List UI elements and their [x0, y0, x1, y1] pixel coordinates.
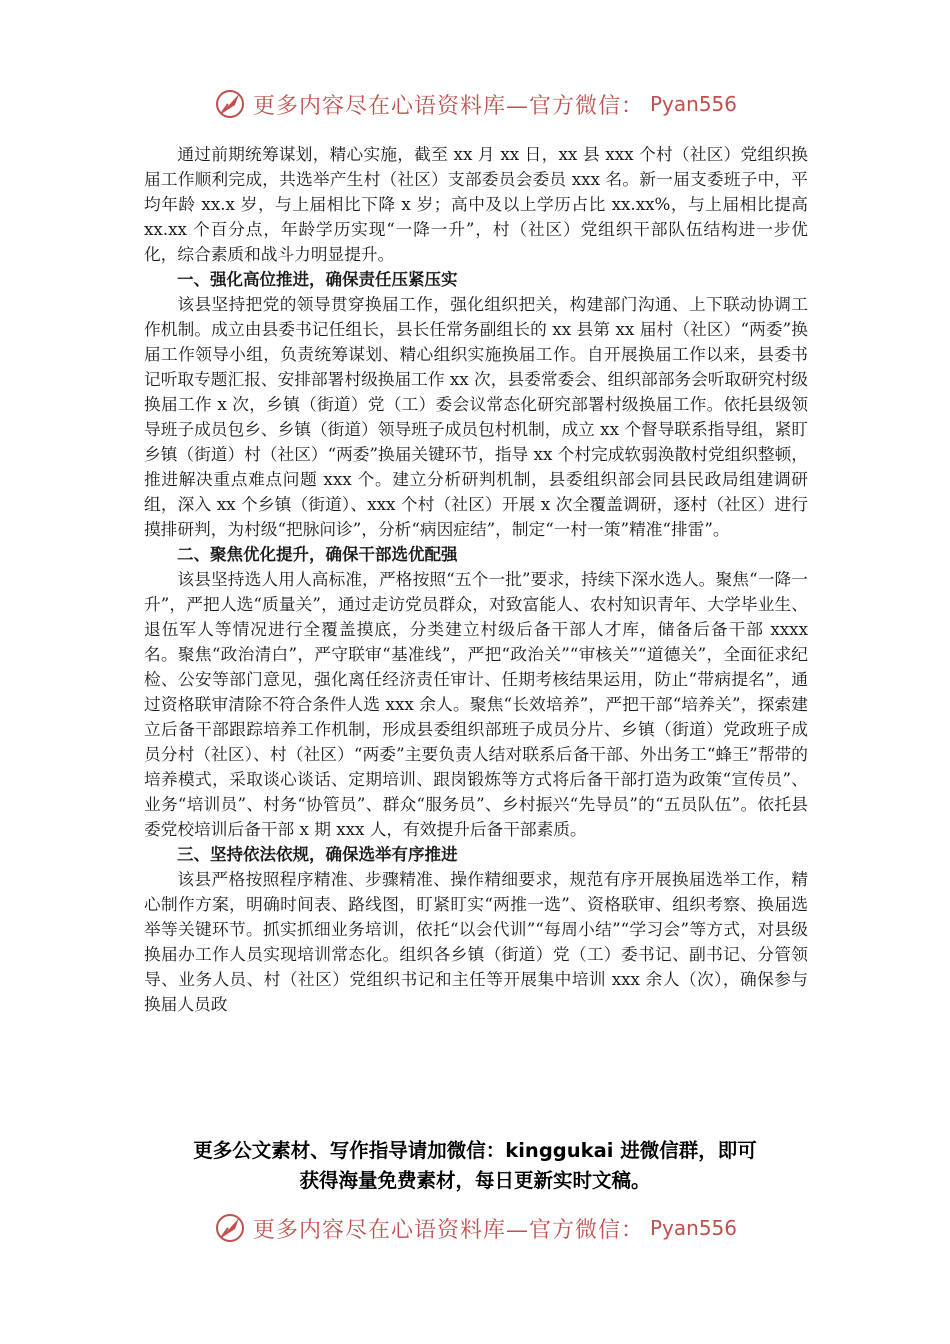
promo-notice [120, 1136, 830, 1196]
section-1-paragraph: 该县坚持把党的领导贯穿换届工作，强化组织把关，构建部门沟通、上下联动协调工作机制。成立由县委书记任组长，县长任常务副组长的 xx 县第 xx 届村（社区）“两委”换届工作领导小组，负责统筹谋划、精心组织实施换届工作。自开展换届工作以来，县委书记听取专题汇报、安排部署村级换届工作 xx 次，县委常委会、组织部部务会听取研究村级换届工作 x 次，乡镇（街道）党（工）委会议常态化研究部署村级换届工作。依托县级领导班子成员包乡、乡镇（街道）领导班子成员包村机制，成立 xx 个督导联系指导组，紧盯乡镇（街道）村（社区）“两委”换届关键环节，指导 xx 个村完成软弱涣散村党组织整顿，推进解决重点难点问题 xxx 个。建立分析研判机制，县委组织部会同县民政局组建调研组，深入 xx 个乡镇（街道）、xxx 个村（社区）开展 x 次全覆盖调研，逐村（社区）进行摸排研判，为村级“把脉问诊”，分析“病因症结”，制定“一村一策”精准“排雷”。 [144, 294, 808, 539]
banner-wechat-id: Pyan556 [650, 1216, 738, 1240]
quill-logo-icon [213, 87, 247, 121]
section-1-heading: 一、强化高位推进，确保责任压紧压实 [177, 270, 458, 289]
banner-wechat-id: Pyan556 [650, 92, 738, 116]
promo-line-2: 获得海量免费素材，每日更新实时文稿。 [299, 1169, 651, 1192]
banner-text: 更多内容尽在心语资料库—官方微信： [252, 1217, 644, 1243]
intro-paragraph: 通过前期统筹谋划，精心实施，截至 xx 月 xx 日，xx 县 xxx 个村（社区）党组织换届工作顺利完成，共选举产生村（社区）支部委员会委员 xxx 名。新一届支委班子中，平均年龄 xx.x 岁，与上届相比下降 x 岁；高中及以上学历占比 xx.xx%，与上届相比提高 xx.xx 个百分点，年龄学历实现“一降一升”，村（社区）党组织干部队伍结构进一步优化，综合素质和战斗力明显提升。 [144, 144, 808, 264]
section-2-heading: 二、聚焦优化提升，确保干部选优配强 [177, 545, 458, 564]
document-body [144, 142, 808, 1017]
header-banner [0, 84, 950, 124]
promo-line-1: 更多公文素材、写作指导请加微信：kinggukai 进微信群，即可 [193, 1139, 757, 1162]
quill-logo-icon [213, 1211, 247, 1245]
section-3-heading: 三、坚持依法依规，确保选举有序推进 [177, 845, 458, 864]
banner-text: 更多内容尽在心语资料库—官方微信： [252, 93, 644, 119]
section-2-paragraph: 该县坚持选人用人高标准，严格按照“五个一批”要求，持续下深水选人。聚焦“一降一升”，严把人选“质量关”，通过走访党员群众，对致富能人、农村知识青年、大学毕业生、退伍军人等情况进行全覆盖摸底，分类建立村级后备干部人才库，储备后备干部 xxxx 名。聚焦“政治清白”，严守联审“基准线”，严把“政治关”“审核关”“道德关”，全面征求纪检、公安等部门意见，强化离任经济责任审计、任期考核结果运用，防止“带病提名”，通过资格联审清除不符合条件人选 xxx 余人。聚焦“长效培养”，严把干部“培养关”，探索建立后备干部跟踪培养工作机制，形成县委组织部班子成员分片、乡镇（街道）党政班子成员分村（社区）、村（社区）“两委”主要负责人结对联系后备干部、外出务工“蜂王”帮带的培养模式，采取谈心谈话、定期培训、跟岗锻炼等方式将后备干部打造为政策“宣传员”、业务“培训员”、村务“协管员”、群众“服务员”、乡村振兴“先导员”的“五员队伍”。依托县委党校培训后备干部 x 期 xxx 人，有效提升后备干部素质。 [144, 569, 808, 839]
section-3-paragraph: 该县严格按照程序精准、步骤精准、操作精细要求，规范有序开展换届选举工作，精心制作方案，明确时间表、路线图，盯紧盯实“两推一选”、资格联审、组织考察、换届选举等关键环节。抓实抓细业务培训，依托“以会代训”“每周小结”“学习会”等方式，对县级换届办工作人员实现培训常态化。组织各乡镇（街道）党（工）委书记、副书记、分管领导、业务人员、村（社区）党组织书记和主任等开展集中培训 xxx 余人（次），确保参与换届人员政 [144, 869, 808, 1014]
footer-banner [0, 1208, 950, 1248]
